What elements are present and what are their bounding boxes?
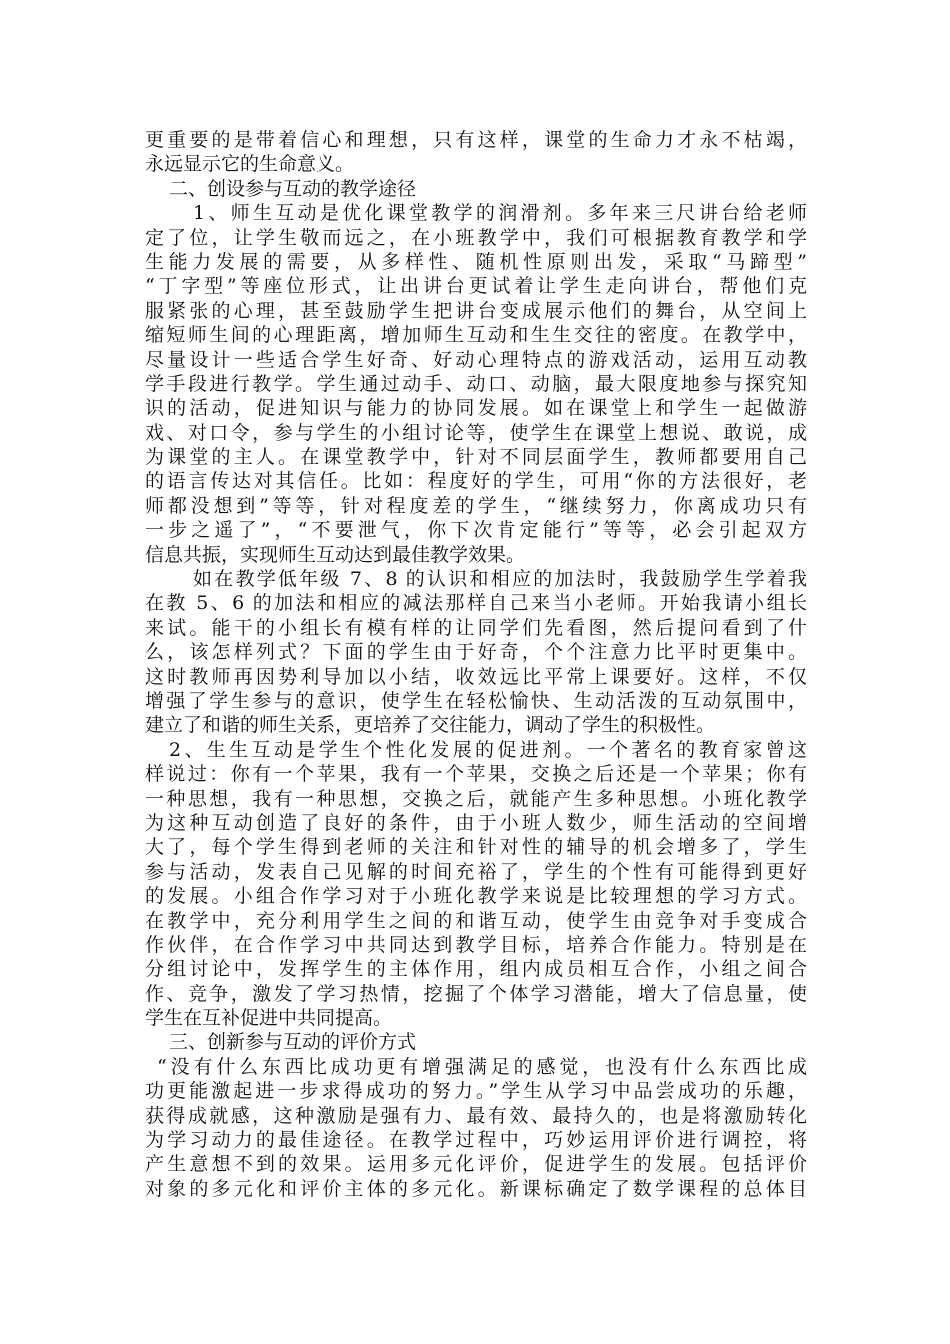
- text-line: 缩短师生间的心理距离，增加师生互动和生生交往的密度。在教学中，: [145, 324, 807, 347]
- text-line: 作伙伴，在合作学习中共同达到教学目标，培养合作能力。特别是在: [145, 933, 807, 956]
- text-line: 信息共振，实现师生互动达到最佳教学效果。: [145, 543, 526, 566]
- text-line: 一步之遥了”，“不要泄气，你下次肯定能行”等等，必会引起双方: [145, 519, 807, 542]
- text-line: 定了位，让学生敬而远之，在小班教学中，我们可根据教育教学和学: [145, 226, 807, 249]
- text-line: 如在教学低年级 7、8 的认识和相应的加法时，我鼓励学生学着我: [193, 568, 807, 591]
- text-line: 来试。能干的小组长有模有样的让同学们先看图，然后提问看到了什: [145, 616, 807, 639]
- text-line: 生能力发展的需要，从多样性、随机性原则出发，采取“马蹄型”: [145, 250, 807, 273]
- text-line: 永远显示它的生命意义。: [145, 153, 355, 176]
- text-line: 尽量设计一些适合学生好奇、好动心理特点的游戏活动，运用互动教: [145, 348, 807, 371]
- text-line: 参与活动，发表自己见解的时间充裕了，学生的个性有可能得到更好: [145, 860, 807, 883]
- text-line: 对象的多元化和评价主体的多元化。新课标确定了数学课程的总体目: [145, 1177, 807, 1200]
- text-line: 产生意想不到的效果。运用多元化评价，促进学生的发展。包括评价: [145, 1153, 807, 1176]
- text-line: 的语言传达对其信任。比如：程度好的学生，可用“你的方法很好，老: [145, 470, 807, 493]
- text-line: 师都没想到”等等，针对程度差的学生，“继续努力，你离成功只有: [145, 494, 807, 517]
- text-line: 服紧张的心理，甚至鼓励学生把讲台变成展示他们的舞台，从空间上: [145, 299, 807, 322]
- text-line: “没有什么东西比成功更有增强满足的感觉，也没有什么东西比成: [157, 1055, 807, 1078]
- text-line: 分组讨论中，发挥学生的主体作用，组内成员相互合作，小组之间合: [145, 958, 807, 981]
- text-line: 为课堂的主人。在课堂教学中，针对不同层面学生，教师都要用自己: [145, 446, 807, 469]
- text-line: 的发展。小组合作学习对于小班化教学来说是比较理想的学习方式。: [145, 885, 807, 908]
- text-line: 获得成就感，这种激励是强有力、最有效、最持久的，也是将激励转化: [145, 1104, 807, 1127]
- text-line: 建立了和谐的师生关系，更培养了交往能力，调动了学生的积极性。: [145, 714, 716, 737]
- text-line: 2、生生互动是学生个性化发展的促进剂。一个著名的教育家曾这: [169, 738, 807, 761]
- text-line: 学手段进行教学。学生通过动手、动口、动脑，最大限度地参与探究知: [145, 372, 807, 395]
- text-line: 在教学中，充分利用学生之间的和谐互动，使学生由竞争对手变成合: [145, 909, 807, 932]
- text-line: 二、创设参与互动的教学途径: [169, 177, 417, 200]
- text-line: 三、创新参与互动的评价方式: [169, 1031, 417, 1054]
- text-line: 大了，每个学生得到老师的关注和针对性的辅导的机会增多了，学生: [145, 836, 807, 859]
- text-line: 识的活动，促进知识与能力的协同发展。如在课堂上和学生一起做游: [145, 397, 807, 420]
- text-line: 1、师生互动是优化课堂教学的润滑剂。多年来三尺讲台给老师: [193, 202, 807, 225]
- text-line: 为学习动力的最佳途径。在教学过程中，巧妙运用评价进行调控，将: [145, 1129, 807, 1152]
- text-line: 更重要的是带着信心和理想，只有这样，课堂的生命力才永不枯竭，: [145, 129, 807, 151]
- text-line: “丁字型”等座位形式，让出讲台更试着让学生走向讲台，帮他们克: [145, 275, 807, 298]
- text-line: 为这种互动创造了良好的条件，由于小班人数少，师生活动的空间增: [145, 811, 807, 834]
- text-line: 么，该怎样列式？下面的学生由于好奇，个个注意力比平时更集中。: [145, 641, 807, 664]
- text-line: 样说过：你有一个苹果，我有一个苹果，交换之后还是一个苹果；你有: [145, 763, 807, 786]
- text-line: 作、竞争，激发了学习热情，挖掘了个体学习潜能，增大了信息量，使: [145, 982, 807, 1005]
- text-line: 一种思想，我有一种思想，交换之后，就能产生多种思想。小班化教学: [145, 787, 807, 810]
- text-line: 戏、对口令，参与学生的小组讨论等，使学生在课堂上想说、敢说，成: [145, 421, 807, 444]
- text-line: 这时教师再因势利导加以小结，收效远比平常上课要好。这样，不仅: [145, 665, 807, 688]
- document-page: [145, 128, 807, 1201]
- text-line: 增强了学生参与的意识，使学生在轻松愉快、生动活泼的互动氛围中，: [145, 689, 807, 712]
- text-line: 功更能激起进一步求得成功的努力。”学生从学习中品尝成功的乐趣，: [145, 1080, 807, 1103]
- text-line: 在教 5、6 的加法和相应的减法那样自己来当小老师。开始我请小组长: [145, 592, 807, 615]
- text-line: 学生在互补促进中共同提高。: [145, 1007, 393, 1030]
